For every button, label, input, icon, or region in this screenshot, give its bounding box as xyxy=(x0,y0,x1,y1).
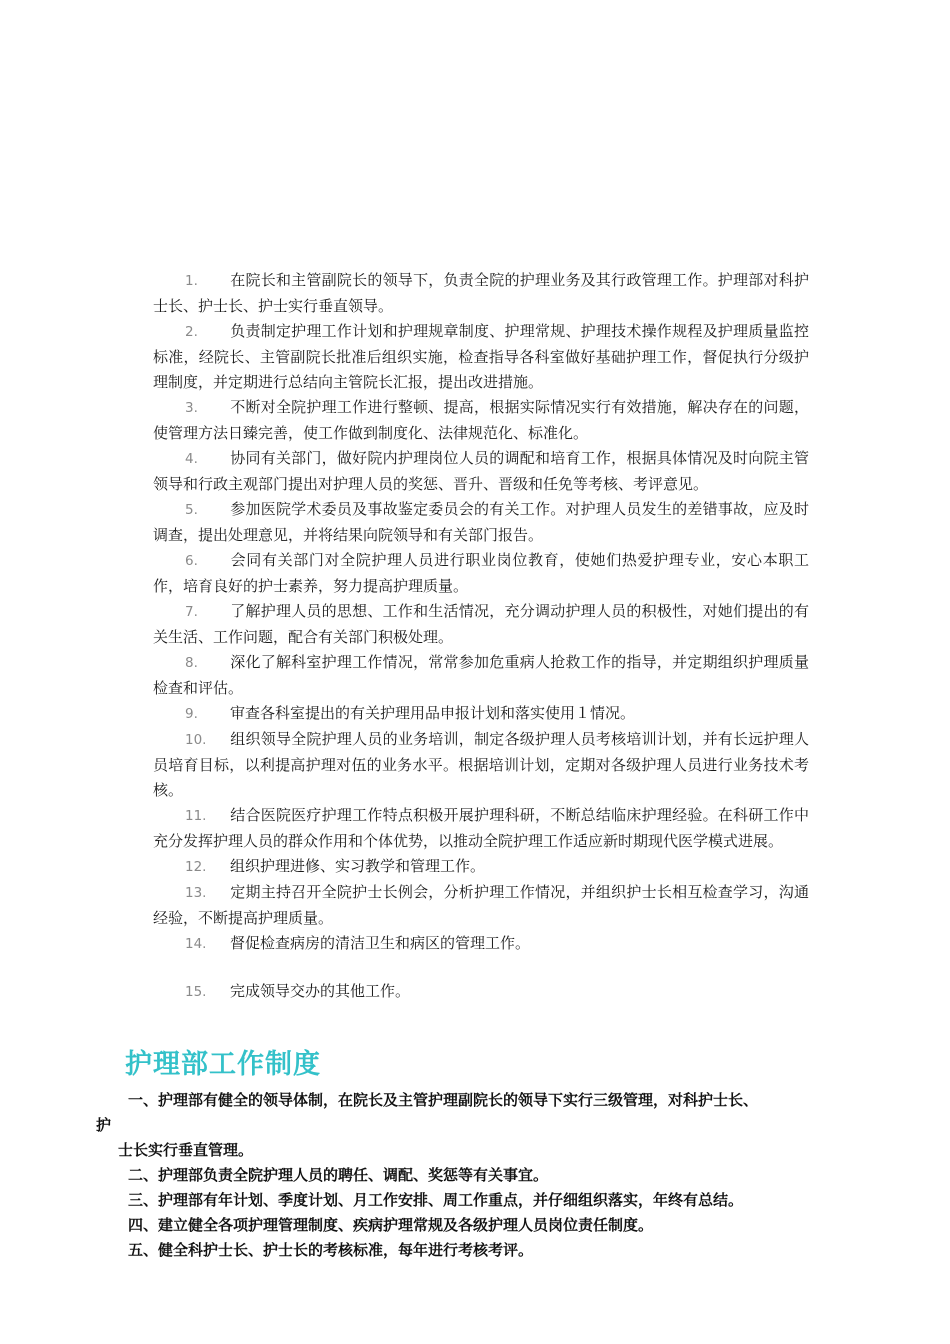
item-number: 11. xyxy=(185,808,207,824)
rule-item: 三、护理部有年计划、季度计划、月工作安排、周工作重点，并仔细组织落实，年终有总结。 xyxy=(128,1191,744,1209)
item-text: 协同有关部门，做好院内护理岗位人员的调配和培育工作，根据具体情况及时向院主管领导和行政主观部门提出对护理人员的奖惩、晋升、晋级和任免等考核、考评意见。 xyxy=(153,449,809,493)
item-text: 参加医院学术委员及事故鉴定委员会的有关工作。对护理人员发生的差错事故，应及时调查，提出处理意见，并将结果向院领导和有关部门报告。 xyxy=(153,500,809,544)
item-number: 14. xyxy=(185,936,207,952)
item-text: 负责制定护理工作计划和护理规章制度、护理常规、护理技术操作规程及护理质量监控标准，经院长、主管副院长批准后组织实施，检查指导各科室做好基础护理工作，督促执行分级护理制度，并定期进行总结向主管院长汇报，提出改进措施。 xyxy=(153,322,809,391)
section-title: 护理部工作制度 xyxy=(125,1049,321,1080)
rule-item: 二、护理部负责全院护理人员的聘任、调配、奖惩等有关事宜。 xyxy=(128,1166,549,1184)
rule-line: 士长实行垂直管理。 xyxy=(118,1141,254,1159)
item-number: 10. xyxy=(185,732,207,748)
list-item xyxy=(153,727,809,803)
list-item xyxy=(153,803,809,854)
item-text: 不断对全院护理工作进行整顿、提高，根据实际情况实行有效措施，解决存在的问题，使管理方法日臻完善，使工作做到制度化、法律规范化、标准化。 xyxy=(153,398,809,442)
item-text: 定期主持召开全院护士长例会，分析护理工作情况，并组织护士长相互检查学习，沟通经验，不断提高护理质量。 xyxy=(153,883,809,927)
item-text: 了解护理人员的思想、工作和生活情况，充分调动护理人员的积极性，对她们提出的有关生活、工作问题，配合有关部门积极处理。 xyxy=(153,602,809,646)
item-text: 完成领导交办的其他工作。 xyxy=(230,982,411,1000)
list-item xyxy=(153,268,809,319)
item-number: 3. xyxy=(185,400,198,416)
rules-list xyxy=(96,1088,816,1263)
rule-line: 护 xyxy=(96,1116,112,1134)
rule-line: 一、护理部有健全的领导体制，在院长及主管护理副院长的领导下实行三级管理，对科护士长、 xyxy=(128,1091,759,1109)
list-item xyxy=(153,650,809,701)
rule-item xyxy=(96,1088,816,1163)
list-item xyxy=(153,701,809,727)
item-number: 4. xyxy=(185,451,198,467)
item-number: 15. xyxy=(185,984,207,1000)
item-number: 6. xyxy=(185,553,198,569)
item-text: 深化了解科室护理工作情况，常常参加危重病人抢救工作的指导，并定期组织护理质量检查和评估。 xyxy=(153,653,809,697)
rule-item: 五、健全科护士长、护士长的考核标准，每年进行考核考评。 xyxy=(128,1241,534,1259)
rule-item: 四、建立健全各项护理管理制度、疾病护理常规及各级护理人员岗位责任制度。 xyxy=(128,1216,654,1234)
list-item xyxy=(153,599,809,650)
item-text: 组织领导全院护理人员的业务培训，制定各级护理人员考核培训计划，并有长远护理人员培育目标，以利提高护理对伍的业务水平。根据培训计划，定期对各级护理人员进行业务技术考核。 xyxy=(153,730,809,799)
responsibility-list xyxy=(153,268,809,1005)
item-number: 7. xyxy=(185,604,198,620)
list-item xyxy=(153,497,809,548)
item-number: 13. xyxy=(185,885,207,901)
item-number: 2. xyxy=(185,324,198,340)
item-number: 1. xyxy=(185,273,198,289)
item-number: 12. xyxy=(185,859,207,875)
item-number: 8. xyxy=(185,655,198,671)
item-number: 9. xyxy=(185,706,198,722)
list-item xyxy=(153,446,809,497)
list-item xyxy=(153,880,809,931)
item-text: 审查各科室提出的有关护理用品申报计划和落实使用１情况。 xyxy=(230,704,636,722)
list-item xyxy=(153,979,809,1005)
list-item xyxy=(153,395,809,446)
list-item xyxy=(153,854,809,880)
item-text: 结合医院医疗护理工作特点积极开展护理科研，不断总结临床护理经验。在科研工作中充分发挥护理人员的群众作用和个体优势，以推动全院护理工作适应新时期现代医学模式进展。 xyxy=(153,806,809,850)
item-number: 5. xyxy=(185,502,198,518)
item-text: 督促检查病房的清洁卫生和病区的管理工作。 xyxy=(230,934,531,952)
list-item xyxy=(153,931,809,957)
list-item xyxy=(153,548,809,599)
item-text: 组织护理进修、实习教学和管理工作。 xyxy=(230,857,486,875)
list-item xyxy=(153,319,809,395)
item-text: 会同有关部门对全院护理人员进行职业岗位教育，使她们热爱护理专业，安心本职工作，培育良好的护士素养，努力提高护理质量。 xyxy=(153,551,809,595)
item-text: 在院长和主管副院长的领导下，负责全院的护理业务及其行政管理工作。护理部对科护士长、护士长、护士实行垂直领导。 xyxy=(153,271,809,315)
